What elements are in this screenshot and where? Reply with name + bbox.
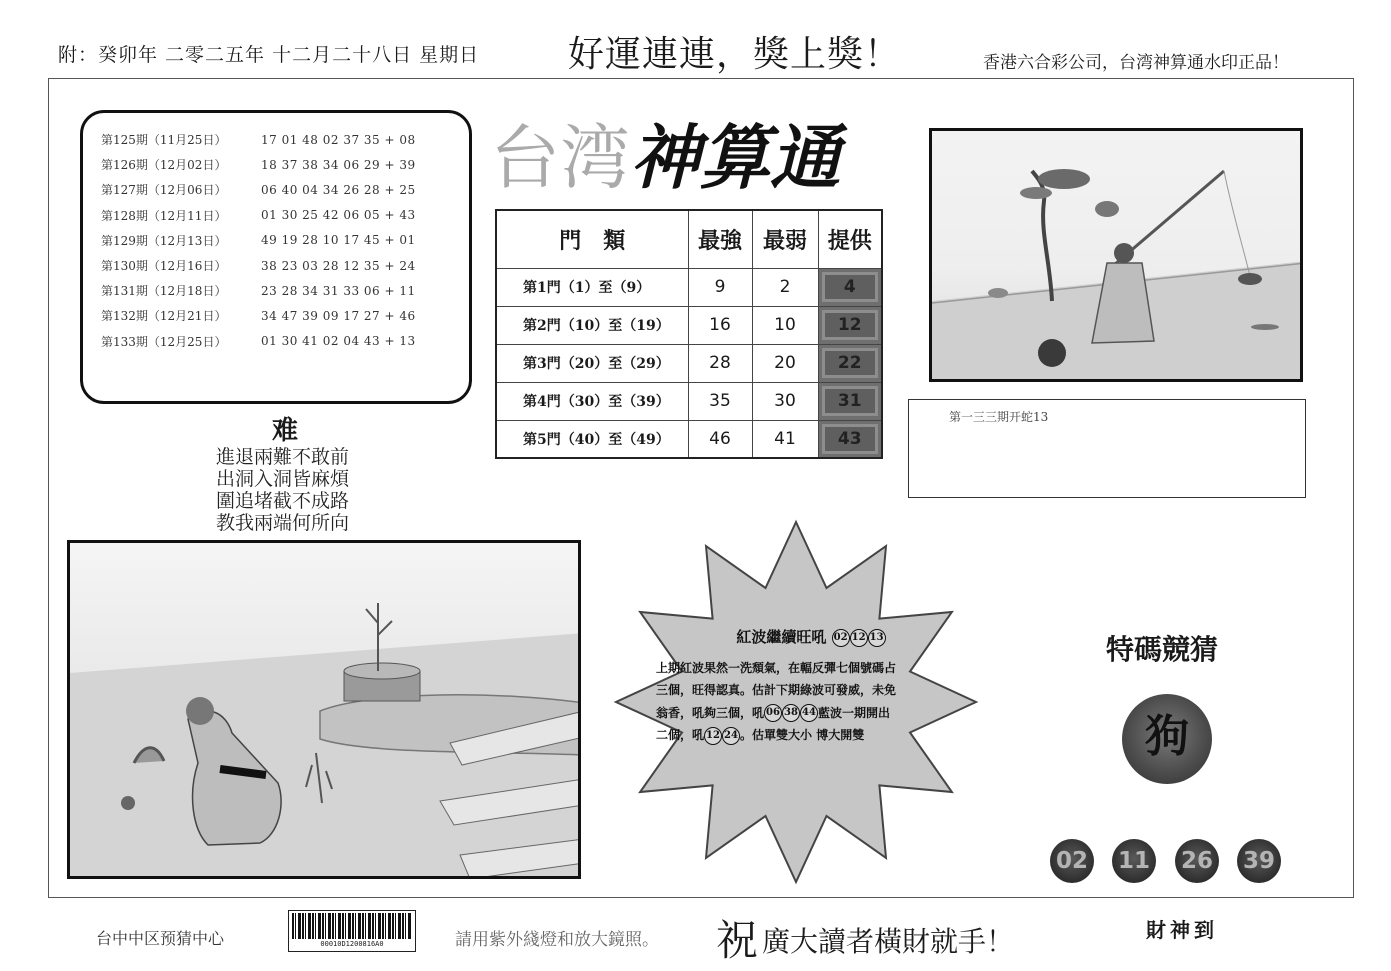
gate-weakest: 10 xyxy=(752,306,818,344)
barcode-number: 00010D1200816A0 xyxy=(320,940,384,948)
draw-numbers: 34 47 39 09 17 27 + 46 xyxy=(261,308,416,323)
red-ball: 02 xyxy=(832,629,850,647)
draw-numbers: 49 19 28 10 17 45 + 01 xyxy=(261,233,416,248)
draw-history-row xyxy=(101,329,469,354)
gate-weakest: 30 xyxy=(752,382,818,420)
draw-period: 第128期（12月11日） xyxy=(101,208,227,223)
gate-label: 第3門（20）至（29） xyxy=(496,344,688,382)
gate-label: 第4門（30）至（39） xyxy=(496,382,688,420)
gate-provide: 31 xyxy=(822,386,878,416)
gate-row xyxy=(496,344,882,382)
poem-line: 圍追堵截不成路 xyxy=(216,490,350,512)
publisher-name: 台中中区预猜中心 xyxy=(96,929,225,948)
gate-strongest: 35 xyxy=(688,382,752,420)
header-weakest: 最弱 xyxy=(752,210,818,268)
draw-history-list xyxy=(101,127,469,354)
brand-title-part1: 台湾 xyxy=(490,117,630,199)
draw-history-row xyxy=(101,152,469,177)
draw-period: 第133期（12月25日） xyxy=(101,334,227,349)
barcode xyxy=(288,910,416,952)
draw-history-row xyxy=(101,303,469,328)
uv-notice: 請用紫外綫燈和放大鏡照。 xyxy=(455,930,659,950)
zodiac-ball: 狗 xyxy=(1122,694,1212,784)
starburst-line: 三個，旺得認真。估計下期綠波可發威，未免 xyxy=(656,683,897,697)
draw-numbers: 17 01 48 02 37 35 + 08 xyxy=(261,132,416,147)
header-provide: 提供 xyxy=(818,210,882,268)
starburst-line-text: 。估單雙大小 博大開雙 xyxy=(740,728,865,742)
gate-weakest: 41 xyxy=(752,420,818,458)
poem-line: 教我兩端何所向 xyxy=(216,512,350,534)
starburst-line-text: 二個，吼 xyxy=(656,728,705,742)
farmer-illustration xyxy=(67,540,581,879)
blessing-text: 廣大讀者橫財就手！ xyxy=(762,925,1015,958)
gate-label: 第2門（10）至（19） xyxy=(496,306,688,344)
starburst-heading xyxy=(656,626,946,649)
starburst-line-text: 藍波一期開出 xyxy=(818,705,891,720)
draw-history-box xyxy=(80,110,472,404)
gate-strongest: 46 xyxy=(688,420,752,458)
draw-history-row xyxy=(101,203,469,228)
poem-line: 出洞入洞皆麻煩 xyxy=(216,468,350,490)
draw-history-row xyxy=(101,278,469,303)
draw-numbers: 38 23 03 28 12 35 + 24 xyxy=(261,258,416,273)
draw-period: 第126期（12月02日） xyxy=(101,158,227,173)
starburst-text xyxy=(656,626,946,747)
red-ball: 12 xyxy=(850,629,868,647)
special-number-title: 特碼競猜 xyxy=(1106,633,1219,666)
blessing-big-char: 祝 xyxy=(716,916,759,965)
draw-period: 第125期（11月25日） xyxy=(101,133,227,148)
gate-provide-cell xyxy=(818,268,882,306)
starburst-line-text: 翁香，吼夠三個，吼 xyxy=(656,705,765,720)
draw-history-row xyxy=(101,177,469,202)
farmer-drawing xyxy=(70,543,581,879)
draw-numbers: 23 28 34 31 33 06 + 11 xyxy=(261,283,416,298)
starburst-line xyxy=(656,724,946,747)
god-of-wealth-text: 財神到 xyxy=(1146,918,1218,942)
gate-strongest: 16 xyxy=(688,306,752,344)
draw-period: 第131期（12月18日） xyxy=(101,284,227,299)
gate-label: 第1門（1）至（9） xyxy=(496,268,688,306)
gate-weakest: 2 xyxy=(752,268,818,306)
poem-line: 進退兩難不敢前 xyxy=(216,446,350,468)
draw-period: 第129期（12月13日） xyxy=(101,233,227,248)
gate-table-header xyxy=(496,210,882,268)
authenticity-notice: 香港六合彩公司，台湾神算通水印正品！ xyxy=(983,53,1289,73)
green-ball: 44 xyxy=(800,704,818,722)
brand-title xyxy=(490,102,840,203)
draw-numbers: 06 40 04 34 26 28 + 25 xyxy=(261,182,416,197)
draw-period: 第132期（12月21日） xyxy=(101,309,227,324)
gate-label: 第5門（40）至（49） xyxy=(496,420,688,458)
barcode-bars xyxy=(292,913,412,939)
starburst-line: 上期紅波果然一洗頹氣，在輻反彈七個號碼占 xyxy=(656,660,897,675)
header-category: 門 類 xyxy=(496,210,688,268)
draw-history-row xyxy=(101,228,469,253)
fisherman-illustration xyxy=(929,128,1303,382)
gate-strongest: 9 xyxy=(688,268,752,306)
special-number-ball: 26 xyxy=(1175,839,1219,883)
green-ball: 38 xyxy=(782,704,800,722)
gate-provide-cell xyxy=(818,306,882,344)
issue-date: 附：癸卯年 二零二五年 十二月二十八日 星期日 xyxy=(58,44,480,66)
gate-row xyxy=(496,382,882,420)
gate-table-body xyxy=(496,268,882,458)
gate-weakest: 20 xyxy=(752,344,818,382)
gate-row xyxy=(496,420,882,458)
gate-provide-cell xyxy=(818,420,882,458)
gate-provide-cell xyxy=(818,344,882,382)
green-ball: 06 xyxy=(764,704,782,722)
last-draw-note: 第一三三期开蛇13 xyxy=(908,399,1306,498)
gate-table xyxy=(495,209,883,459)
brand-title-part2: 神算通 xyxy=(630,116,840,199)
gate-row xyxy=(496,306,882,344)
red-ball: 13 xyxy=(868,629,886,647)
gate-row xyxy=(496,268,882,306)
gate-provide: 43 xyxy=(822,424,878,454)
gate-provide: 22 xyxy=(822,348,878,378)
gate-provide-cell xyxy=(818,382,882,420)
gate-strongest: 28 xyxy=(688,344,752,382)
poem xyxy=(216,446,349,534)
draw-history-row xyxy=(101,127,469,152)
draw-period: 第127期（12月06日） xyxy=(101,183,227,198)
draw-numbers: 01 30 25 42 06 05 + 43 xyxy=(261,208,416,223)
special-number-ball: 11 xyxy=(1112,839,1156,883)
fisherman-drawing xyxy=(932,131,1303,382)
starburst-heading-text: 紅波繼續旺吼 xyxy=(736,628,827,646)
gate-provide: 12 xyxy=(822,310,878,340)
header-strongest: 最強 xyxy=(688,210,752,268)
special-number-ball: 02 xyxy=(1050,839,1094,883)
draw-history-row xyxy=(101,253,469,278)
gate-provide: 4 xyxy=(822,272,878,302)
blue-ball: 24 xyxy=(722,727,740,745)
draw-numbers: 01 30 41 02 04 43 + 13 xyxy=(261,334,416,349)
starburst-line xyxy=(656,702,946,725)
blue-ball: 12 xyxy=(704,727,722,745)
poem-title: 难 xyxy=(272,416,299,446)
special-number-ball: 39 xyxy=(1237,839,1281,883)
draw-numbers: 18 37 38 34 06 29 + 39 xyxy=(261,157,416,172)
slogan: 好運連連，獎上獎！ xyxy=(568,34,902,75)
draw-period: 第130期（12月16日） xyxy=(101,259,227,274)
